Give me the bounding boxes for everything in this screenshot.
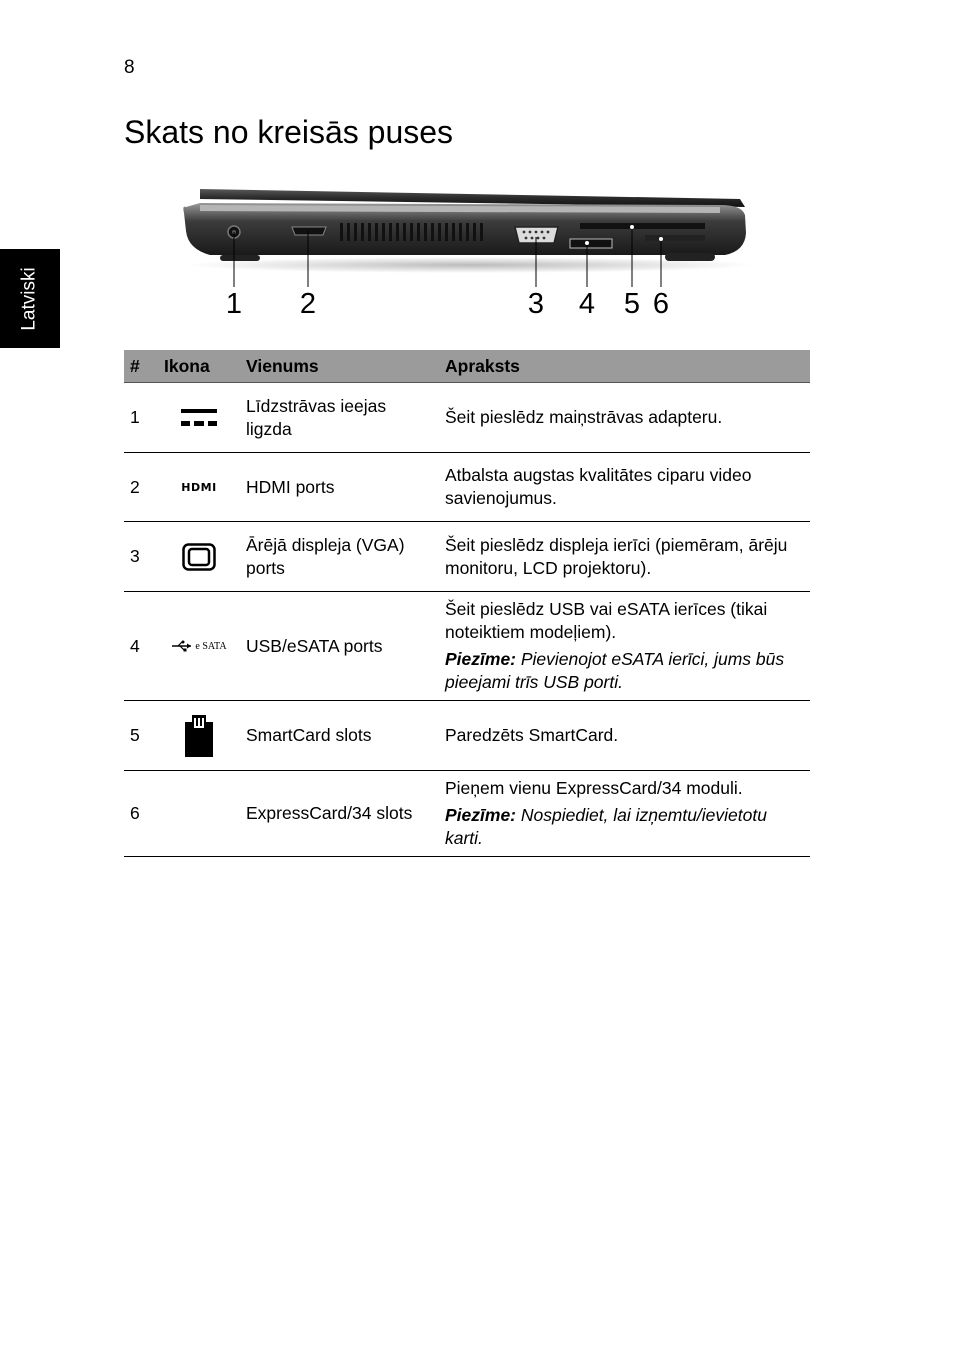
table-row [124, 453, 810, 522]
page-number: 8 [124, 57, 135, 78]
row-number: 1 [124, 383, 158, 453]
table-row [124, 771, 810, 857]
note-label: Piezīme: [445, 805, 516, 825]
esata-label: e SATA [195, 640, 227, 652]
note [445, 648, 804, 694]
table-header-row [124, 350, 810, 383]
row-number: 3 [124, 522, 158, 592]
ports-table [124, 350, 810, 857]
row-item: ExpressCard/34 slots [240, 771, 439, 857]
callout-6: 6 [652, 288, 670, 320]
header-icon: Ikona [158, 350, 240, 383]
header-number: # [124, 350, 158, 383]
language-tab [0, 249, 60, 348]
row-item: SmartCard slots [240, 701, 439, 771]
description-text: Šeit pieslēdz USB vai eSATA ierīces (tikai noteiktiem modeļiem). [445, 599, 768, 642]
callout-1: 1 [225, 288, 243, 320]
row-item: Līdzstrāvas ieejas ligzda [240, 383, 439, 453]
usb-esata-icon [164, 635, 234, 658]
note-text: Nospiediet, lai izņemtu/ievietotu karti. [445, 805, 767, 848]
header-description: Apraksts [439, 350, 810, 383]
row-description [439, 592, 810, 701]
language-tab-label: Latviski [19, 266, 41, 331]
row-number: 6 [124, 771, 158, 857]
dc-power-icon [180, 406, 218, 430]
page-title: Skats no kreisās puses [124, 114, 454, 150]
row-item: Ārējā displeja (VGA) ports [240, 522, 439, 592]
row-description: Šeit pieslēdz maiņstrāvas adapteru. [439, 383, 810, 453]
row-number: 5 [124, 701, 158, 771]
hdmi-icon: HDMI [181, 480, 217, 494]
smartcard-icon [183, 714, 215, 758]
note [445, 804, 804, 850]
row-item: HDMI ports [240, 453, 439, 522]
note-text: Pievienojot eSATA ierīci, jums būs pieejami trīs USB porti. [445, 649, 785, 692]
usb-symbol-icon [171, 640, 193, 652]
table-row [124, 522, 810, 592]
callout-3: 3 [527, 288, 545, 320]
vga-icon [182, 543, 216, 571]
header-item: Vienums [240, 350, 439, 383]
row-description: Šeit pieslēdz displeja ierīci (piemēram, ārēju monitoru, LCD projektoru). [439, 522, 810, 592]
callout-4: 4 [578, 288, 596, 320]
table-row [124, 592, 810, 701]
table-row [124, 701, 810, 771]
row-number: 4 [124, 592, 158, 701]
row-description: Paredzēts SmartCard. [439, 701, 810, 771]
note-label: Piezīme: [445, 649, 516, 669]
row-number: 2 [124, 453, 158, 522]
row-description: Atbalsta augstas kvalitātes ciparu video savienojumus. [439, 453, 810, 522]
callout-2: 2 [299, 288, 317, 320]
table-row [124, 383, 810, 453]
callout-5: 5 [623, 288, 641, 320]
row-item: USB/eSATA ports [240, 592, 439, 701]
description-text: Pieņem vienu ExpressCard/34 moduli. [445, 778, 743, 798]
row-description [439, 771, 810, 857]
